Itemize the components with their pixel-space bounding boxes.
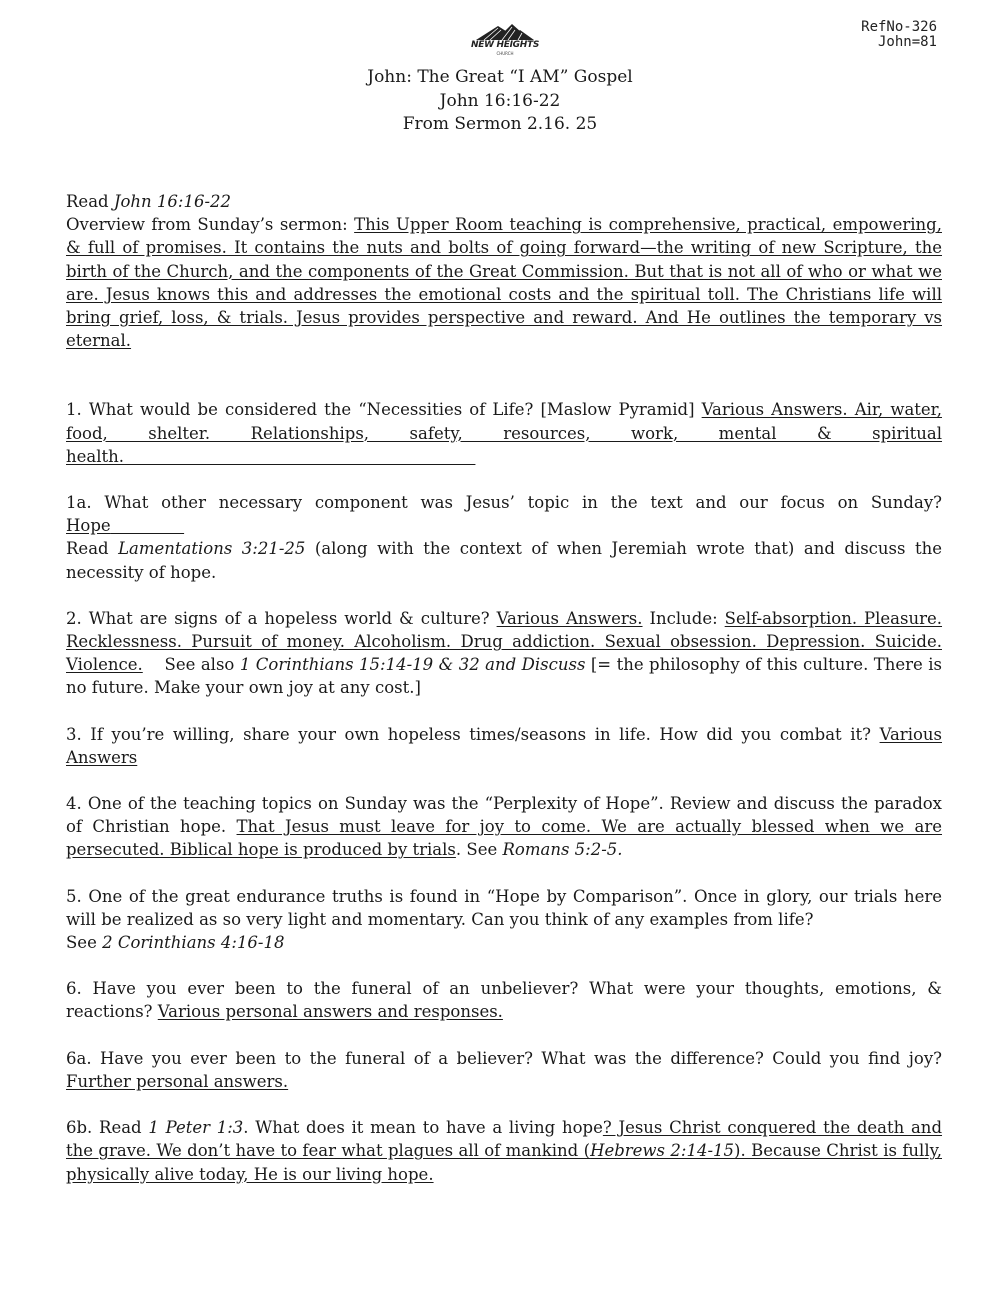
question-4-answer: That Jesus must leave for joy to come. We are actually blessed when we are persecuted. Biblical hope is produced by trials [66,817,942,860]
logo-subtitle: CHURCH [496,51,514,56]
question-1 [66,398,942,468]
overview-paragraph [66,213,942,352]
question-5-see: See 2 Corinthians 4:16-18 [66,933,285,953]
question-3-answer: Various Answers [66,724,942,767]
hebrews-reference: Hebrews 2:14-15 [590,1141,735,1161]
question-5-text: 5. One of the great endurance truths is found in “Hope by Comparison”. Once in glory, our trials here will be realized as so very light and momentary. Can you think of any examples from life? [66,886,942,929]
question-6b-text: . What does it mean to have a living hope [243,1118,603,1138]
question-6a-answer: Further personal answers. [66,1071,289,1091]
question-6a [66,1047,942,1093]
question-3-text: 3. If you’re willing, share your own hopeless times/seasons in life. How did you combat it? [66,724,880,744]
read-label: Read [66,192,114,211]
ref-line-2: John=81 [877,34,937,50]
read-line [66,190,942,213]
ref-line-1: RefNo-326 [861,19,937,35]
read-reference: John 16:16-22 [113,192,232,211]
question-1a-read: Read Lamentations 3:21-25 (along with the context of when Jeremiah wrote that) and discuss the necessity of hope. [66,539,942,582]
question-6 [66,977,942,1023]
question-1a-text: 1a. What other necessary component was Jesus’ topic in the text and our focus on Sunday? [66,493,942,513]
question-6a-text: 6a. Have you ever been to the funeral of a believer? What was the difference? Could you find joy? [66,1048,942,1068]
question-1a-answer: Hope [66,516,111,536]
lamentations-reference: Lamentations 3:21-25 [118,539,306,559]
question-5 [66,885,942,931]
question-1a [66,491,942,537]
question-2: 2. What are signs of a hopeless world & culture? Various Answers. Include: Self-absorption. Pleasure. Recklessness. Pursuit of money. Alcoholism. Drug addiction. Sexual obsession. Depression. Suicide. Violence. See also 1 Corinthians 15:14-19 & 32 and Discuss [= the philosophy of this culture. There is no future. Make your own joy at any cost.] [66,608,943,698]
question-4: 4. One of the teaching topics on Sunday was the “Perplexity of Hope”. Review and discuss the paradox of Christian hope. That Jesus must leave for joy to come. We are actually blessed when we are persecuted. Biblical hope is produced by trials. See Romans 5:2-5. [66,794,942,860]
study-content [66,190,942,1186]
question-2-answer-1: Various Answers. [496,608,643,628]
logo-name: NEW HEIGHTS [470,40,539,50]
overview-label: Overview from Sunday’s sermon: [66,215,355,235]
question-2-answer-2: Self-absorption. Pleasure. Recklessness. Pursuit of money. Alcoholism. Drug addiction. Sexual obsession. Depression. Suicide. Violence. [66,608,943,675]
romans-reference: Romans 5:2-5. [502,840,623,860]
question-6-answer: Various personal answers and responses. [157,1002,503,1022]
document-sermon-date: From Sermon 2.16. 25 [402,114,598,134]
document-passage: John 16:16-22 [439,90,561,111]
question-6b: 6b. Read 1 Peter 1:3. What does it mean to have a living hope? Jesus Christ conquered the death and the grave. We don’t have to fear what plagues all of mankind (Hebrews 2:14-15). Because Christ is fully, physically alive today, He is our living hope. [66,1118,943,1184]
document-title: John: The Great “I AM” Gospel [367,67,633,87]
overview-text: This Upper Room teaching is comprehensive, practical, empowering, & full of promises. It contains the nuts and bolts of going forward—the writing of new Scripture, the birth of the Church, and the components of the Great Commission. But that is not all of who or what we are. Jesus knows this and addresses the emotional costs and the spiritual toll. The Christians life will bring grief, loss, & trials. Jesus provides perspective and reward. And He outlines the temporary vs eternal. [66,215,942,351]
2-corinthians-reference: 2 Corinthians 4:16-18 [102,933,285,953]
question-2-text: 2. What are signs of a hopeless world & culture? [66,608,497,628]
mountain-peaks-icon [468,22,542,42]
corinthians-reference: 1 Corinthians 15:14-19 & 32 and Discuss [239,655,586,675]
document-header [0,66,1000,137]
question-3 [66,723,942,769]
church-logo [468,22,542,58]
peter-reference: 1 Peter 1:3 [148,1118,244,1138]
question-1-answer: Various Answers. Air, water, food, shelter. Relationships, safety, resources, work, mental & spiritual health. [66,400,942,466]
question-4-text: 4. One of the teaching topics on Sunday was the “Perplexity of Hope”. Review and discuss the paradox of Christian hope. [66,794,942,837]
question-6b-answer: ? Jesus Christ conquered the death and the grave. We don’t have to fear what plagues all of mankind (Hebrews 2:14-15). Because Christ is fully, physically alive today, He is our living hope. [66,1118,943,1184]
question-6-text: 6. Have you ever been to the funeral of an unbeliever? What were your thoughts, emotions, & reactions? [66,979,942,1022]
reference-number [861,20,937,50]
question-1-text: 1. What would be considered the “Necessities of Life? [Maslow Pyramid] [66,400,702,420]
